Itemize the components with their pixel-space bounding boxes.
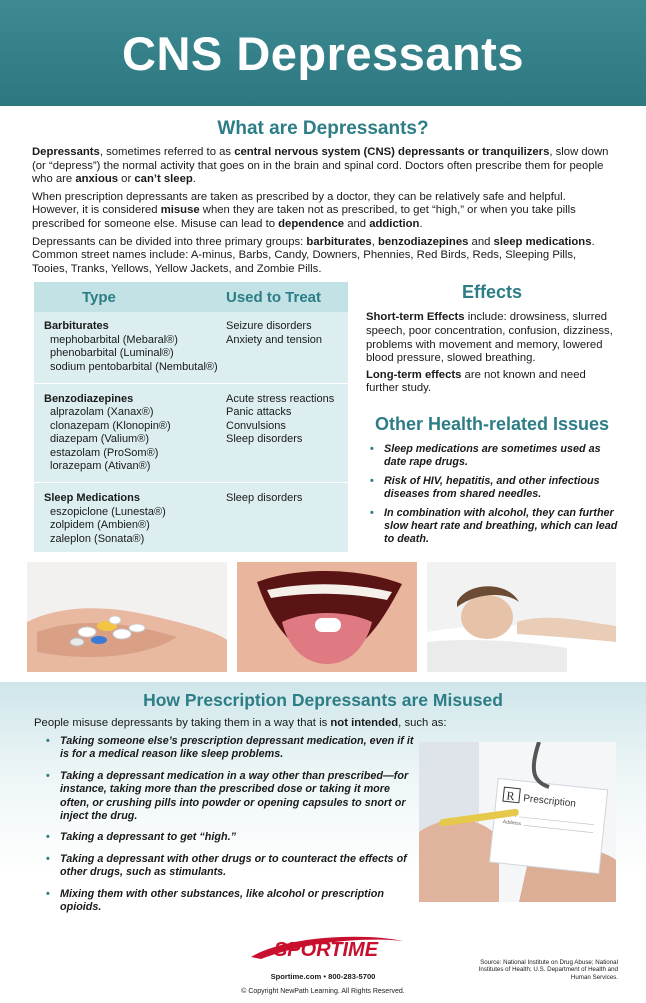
- bold-text: sleep medications: [493, 235, 592, 248]
- effects-heading: Effects: [461, 282, 523, 303]
- short-term-label: Short-term Effects: [366, 311, 465, 324]
- contact-info: Sportime.com • 800-283-5700: [270, 972, 376, 982]
- table-body: [34, 312, 348, 552]
- drug-name: eszopiclone (Lunesta®): [50, 505, 166, 518]
- prescription-photo: [419, 742, 616, 902]
- list-item: • Taking a depressant with other drugs or to counteract the effects of other drugs, such as stimulants.: [44, 853, 414, 880]
- bold-text: can’t sleep: [134, 173, 193, 186]
- group-divider: [34, 383, 348, 384]
- type-cell: [44, 393, 226, 473]
- intro-paragraph-3: [32, 236, 614, 277]
- group-name: Benzodiazepines: [44, 392, 134, 405]
- intro-heading: What are Depressants?: [217, 118, 429, 139]
- text-run: When prescription depressants are taken as prescribed by a doctor, they can be relatively safe and helpful. However, it is considered: [32, 190, 566, 217]
- list-item: • Risk of HIV, hepatitis, and other infectious diseases from shared needles.: [366, 475, 618, 502]
- drug-name: zolpidem (Ambien®): [50, 519, 150, 532]
- sportime-logo: [247, 933, 405, 963]
- page-title: CNS Depressants: [122, 26, 524, 80]
- text-run: , sometimes referred to as: [99, 146, 235, 158]
- misuse-heading: How Prescription Depressants are Misused: [143, 690, 503, 711]
- misuse-lead-bold: not intended: [330, 717, 399, 730]
- text-run: and: [468, 235, 494, 248]
- use-cell: [226, 492, 348, 546]
- text-run: .: [192, 173, 196, 186]
- misuse-section: [0, 682, 646, 1003]
- issues-heading: Other Health-related Issues: [374, 413, 610, 434]
- table-header: [34, 282, 348, 312]
- drug-name: lorazepam (Ativan®): [50, 460, 151, 472]
- source-credit: Source: National Institute on Drug Abuse; National Institutes of Health; U.S. Department of Health and Human Services.: [478, 958, 618, 981]
- text-run: .: [419, 217, 423, 230]
- misuse-list: [0, 735, 414, 914]
- drug-name: sodium pentobarbital (Nembutal®): [50, 360, 218, 373]
- group-name: Sleep Medications: [44, 492, 140, 505]
- page-header: [0, 0, 646, 106]
- rx-address-line: Address: [502, 819, 522, 828]
- bold-text: barbiturates: [306, 235, 372, 248]
- table-row: [34, 492, 348, 546]
- group-name: Barbiturates: [44, 320, 109, 333]
- list-item: • In combination with alcohol, they can further slow heart rate and breathing, which can lead to death.: [366, 507, 618, 547]
- drug-name: diazepam (Valium®): [50, 433, 149, 446]
- bold-text: addiction: [369, 217, 420, 230]
- issues-list: [366, 443, 618, 547]
- list-item: • Mixing them with other substances, like alcohol or prescription opioids.: [44, 888, 414, 915]
- intro-paragraph-1: [32, 146, 614, 187]
- text-run: , slow down (or “depress”) the normal activity that goes on in the brain and spinal cord. Doctors often prescribe them for people who are: [32, 146, 609, 186]
- long-term-effects: [366, 369, 618, 396]
- use-item: Anxiety and tension: [226, 333, 323, 346]
- bold-text: central nervous system (CNS) depressants or tranquilizers: [234, 146, 550, 158]
- col-type-header: Type: [82, 288, 116, 306]
- sleeping-woman-photo: [427, 562, 616, 672]
- pills-in-hand-photo: [27, 562, 227, 672]
- use-item: Sleep disorders: [226, 492, 303, 505]
- text-run: Depressants can be divided into three primary groups:: [32, 235, 307, 248]
- drug-name: estazolam (ProSom®): [50, 446, 159, 459]
- text-run: or: [118, 173, 135, 186]
- list-item: • Sleep medications are sometimes used as date rape drugs.: [366, 443, 618, 470]
- long-term-text: are not known and need further study.: [366, 368, 586, 395]
- use-item: Seizure disorders: [226, 320, 312, 333]
- logo-text: SPORTIME: [273, 939, 379, 962]
- use-cell: [226, 320, 348, 374]
- type-cell: [44, 492, 226, 546]
- text-run: and: [344, 217, 370, 230]
- rx-label: Prescription: [522, 793, 577, 810]
- table-row: [34, 320, 348, 374]
- list-item: • Taking a depressant to get “high.”: [44, 831, 414, 844]
- drug-name: alprazolam (Xanax®): [50, 406, 154, 419]
- depressant-types-table: [34, 282, 348, 552]
- drug-name: phenobarbital (Luminal®): [50, 347, 174, 360]
- type-cell: [44, 320, 226, 374]
- short-term-effects: [366, 311, 618, 365]
- effects-column: [348, 282, 618, 552]
- misuse-lead: [34, 717, 646, 729]
- text-run: . Common street names include: A-minus, Barbs, Candy, Downers, Phennies, Red Birds, Reds, Sleeping Pills, Tooies, Tranks, Yellows, Yellow Jackets, and Zombie Pills.: [32, 235, 595, 275]
- bold-text: Depressants: [32, 146, 100, 158]
- bold-text: benzodiazepines: [378, 235, 469, 248]
- list-item: • Taking someone else’s prescription depressant medication, even if it is for a medical reason like sleep problems.: [44, 735, 414, 762]
- text-run: when they are taken not as prescribed, to get “high,” or when you take pills prescribed for someone else. Misuse can lead to: [32, 204, 576, 230]
- text-run: ,: [371, 235, 378, 248]
- copyright: © Copyright NewPath Learning. All Rights Reserved.: [241, 988, 405, 996]
- list-item: • Taking a depressant medication in a way other than prescribed—for instance, taking more than the prescribed dose or taking it more often, or crushing pills into powder or opening capsules to snort or inject the drug.: [44, 770, 414, 824]
- use-item: Panic attacks: [226, 406, 292, 419]
- drug-name: mephobarbital (Mebaral®): [50, 333, 178, 346]
- use-item: Sleep disorders: [226, 433, 303, 446]
- bold-text: dependence: [278, 217, 345, 230]
- misuse-lead-end: , such as:: [398, 717, 447, 730]
- use-cell: [226, 393, 348, 473]
- photo-strip: [0, 562, 646, 672]
- intro-section: [0, 118, 646, 276]
- drug-name: clonazepam (Klonopin®): [50, 419, 171, 432]
- col-use-header: Used to Treat: [226, 288, 322, 306]
- rx-symbol: R: [505, 788, 516, 804]
- bold-text: misuse: [160, 204, 200, 217]
- middle-section: [0, 282, 646, 552]
- drug-name: zaleplon (Sonata®): [50, 532, 145, 545]
- tongue-pill-photo: [237, 562, 417, 672]
- short-term-text: include: drowsiness, slurred speech, poor concentration, confusion, dizziness, problems with movement and memory, lowered blood pressure, slowed breathing.: [366, 311, 613, 365]
- long-term-label: Long-term effects: [366, 368, 462, 381]
- use-item: Acute stress reactions: [226, 392, 335, 405]
- table-row: [34, 393, 348, 473]
- group-divider: [34, 482, 348, 483]
- bold-text: anxious: [75, 173, 119, 186]
- misuse-lead-text: People misuse depressants by taking them in a way that is: [34, 717, 331, 730]
- intro-paragraph-2: [32, 191, 614, 232]
- use-item: Convulsions: [226, 419, 286, 432]
